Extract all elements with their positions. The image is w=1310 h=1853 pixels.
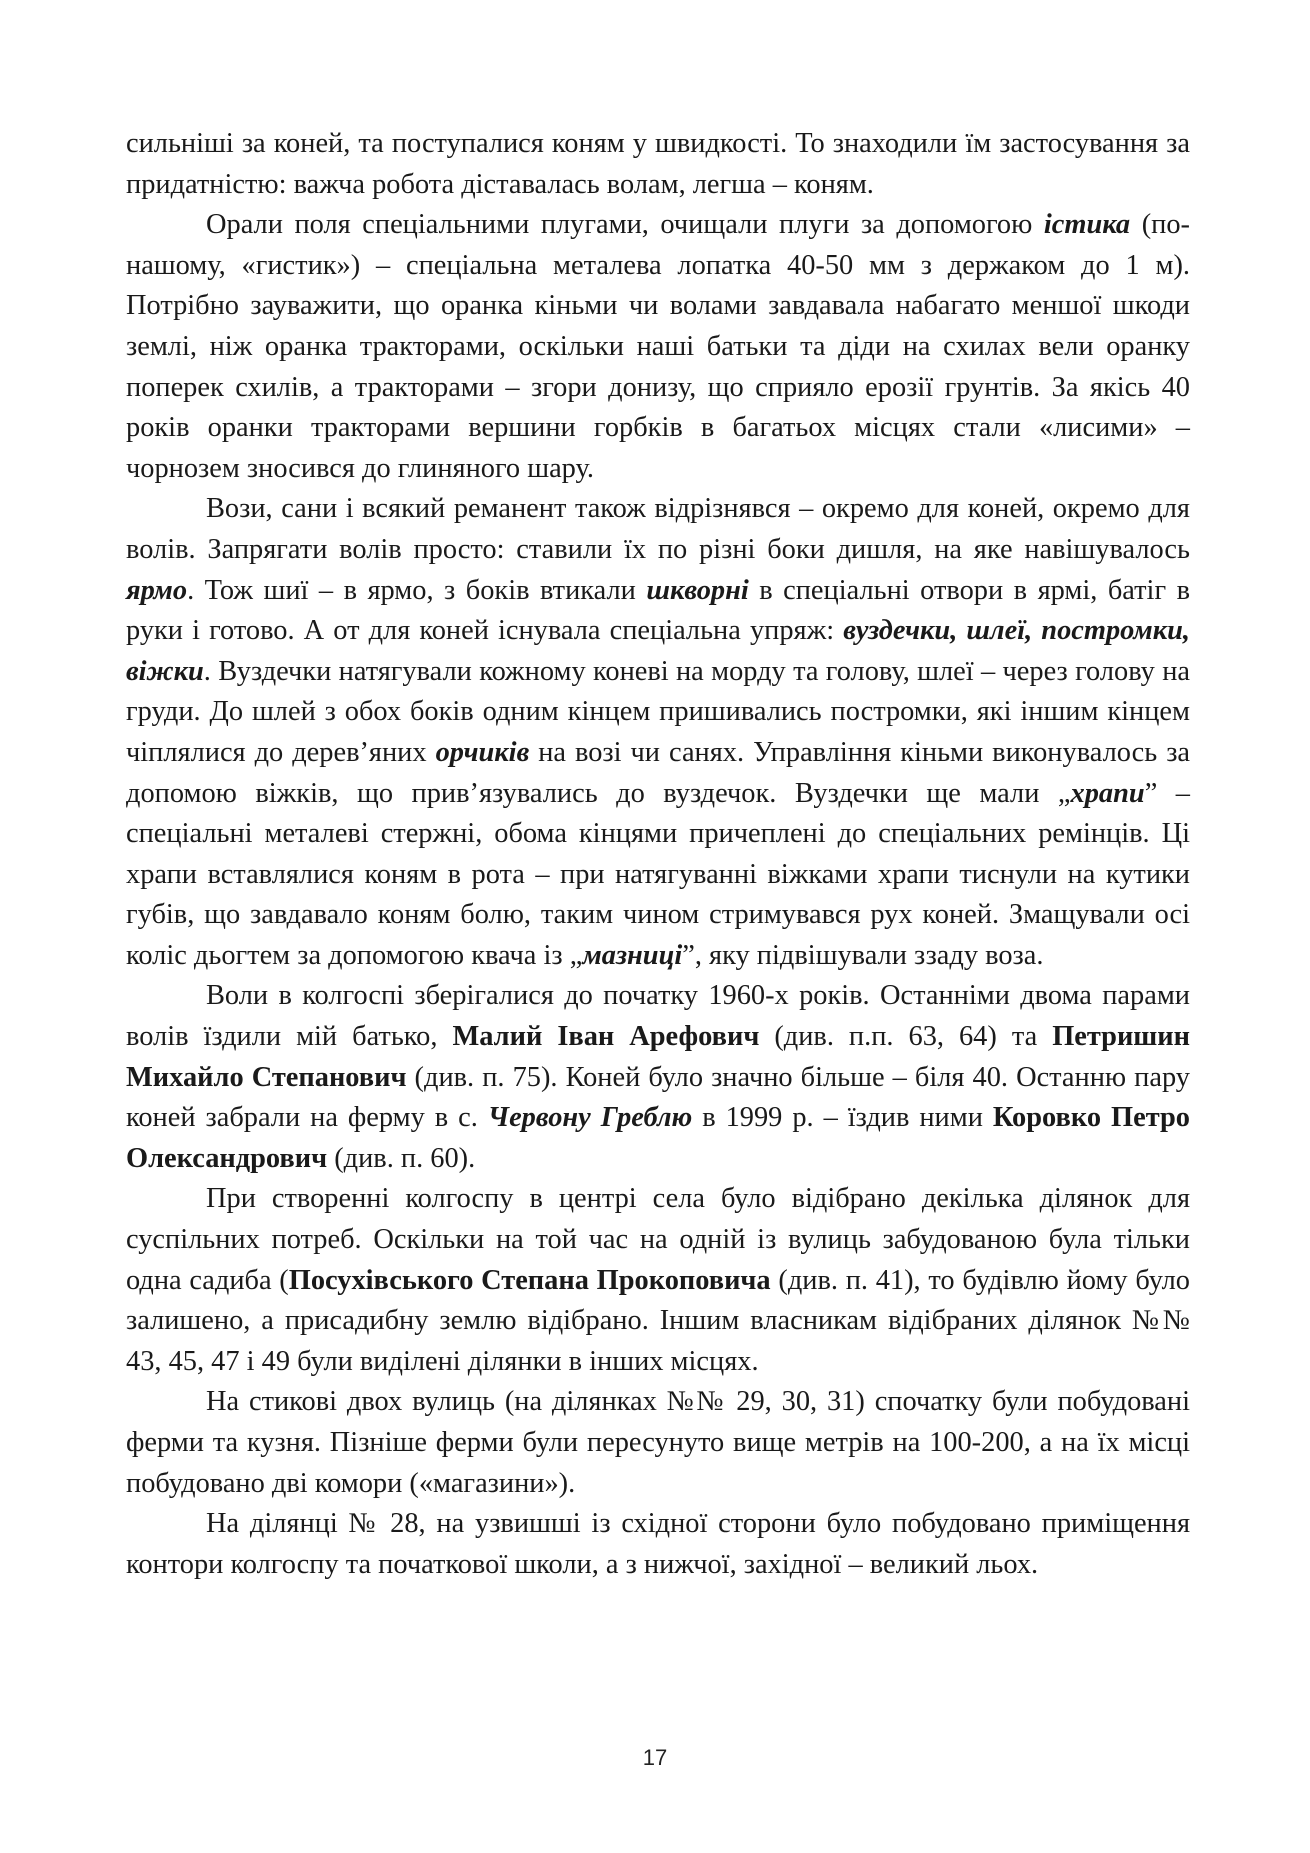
text-run: в спеціальні отвори в ярмі, батіг в руки і готово. А от для коней існувала спеціальна упряж: [126, 574, 1190, 647]
bold-italic-term: шкворні [646, 574, 749, 606]
bold-name: Малий Іван Арефович [452, 1021, 760, 1053]
paragraph [126, 205, 1190, 489]
text-run: на возі чи санях. Управління кіньми виконувалось за допомою віжків, що прив’язувались до вуздечок. Вуздечки ще мали „ [126, 736, 1191, 809]
paragraph [126, 1382, 1190, 1504]
bold-italic-term: істика [1043, 209, 1131, 241]
text-run: На ділянці № 28, на узвишші із східної сторони було побудовано приміщення контори колгоспу та початкової школи, а з нижчої, західної – великий льох. [126, 1508, 1190, 1580]
emphasis [1044, 209, 1130, 240]
text-run: ”, яку підвішували ззаду воза. [682, 939, 1044, 971]
text-run: . Вуздечки натягували кожному коневі на морду та голову, шлеї – через голову на груди. До шлей з обох боків одним кінцем пришивались постромки, які іншим кінцем чіплялися до дерев’яних [126, 655, 1190, 768]
bold-italic-term: вуздечки, шлеї, постромки, віжки [126, 615, 1190, 687]
paragraph [126, 976, 1190, 1179]
emphasis [646, 575, 748, 606]
emphasis [488, 1102, 692, 1133]
bold-name: Посухівського Степана Прокоповича [288, 1264, 771, 1296]
text-run: (див. п. 75). Коней було значно більше – біля 40. Останню пару коней забрали на ферму в с. [126, 1061, 1190, 1134]
bold-italic-term: Червону Греблю [487, 1102, 693, 1134]
bold-name: Коровко Петро Олександрович [126, 1102, 1190, 1174]
paragraph [126, 1179, 1190, 1382]
bold-italic-term: мазниці [582, 939, 683, 971]
bold-italic-term: ярмо [126, 574, 188, 606]
text-run: . Тож шиї – в ярмо, з боків втикали [187, 574, 647, 606]
text-run: (див. п. 60). [327, 1142, 476, 1174]
text-run: ” – спеціальні металеві стержні, обома кінцями причеплені до спеціальних ремінців. Ці храпи вставлялися коням в рота – при натягуванні віжками храпи тиснули на кутики губів, що завдавало коням болю, таким чином стримувався рух коней. Змащували осі коліс дьогтем за допомогою квача із „ [126, 777, 1190, 971]
emphasis [1071, 778, 1145, 809]
bold-name: Петришин Михайло Степанович [126, 1021, 1190, 1093]
page-number: 17 [642, 1745, 668, 1770]
emphasis [436, 737, 530, 768]
text-run: Вози, сани і всякий реманент також відрізнявся – окремо для коней, окремо для волів. Запрягати волів просто: ставили їх по різні боки дишля, на яке навішувалось [126, 493, 1190, 565]
paragraph [126, 489, 1190, 976]
text-run: Орали поля спеціальними плугами, очищали плуги за допомогою [206, 209, 1044, 241]
text-run: сильніші за коней, та поступалися коням у швидкості. То знаходили їм застосування за придатністю: важча робота діставалась волам, легша – коням. [126, 128, 1190, 200]
text-run: (див. п. 41), то будівлю йому було залишено, а присадибну землю відібрано. Іншим власникам відібраних ділянок №№ 43, 45, 47 і 49 були виділені ділянки в інших місцях. [126, 1264, 1190, 1377]
paragraph [126, 124, 1190, 205]
text-run: (по-нашому, «гистик») – спеціальна металева лопатка 40-50 мм з держаком до 1 м). Потрібно зауважити, що оранка кіньми чи волами завдавала набагато меншої шкоди землі, ніж оранка тракторами, оскільки наші батьки та діди на схилах вели оранку поперек схилів, а тракторами – згори донизу, що сприяло ерозії грунтів. За якісь 40 років оранки тракторами вершини горбків в багатьох місцях стали «лисими» – чорнозем зносився до глиняного шару. [126, 209, 1190, 484]
emphasis [126, 575, 187, 606]
text-run: в 1999 р. – їздив ними [692, 1102, 993, 1134]
text-run: На стикові двох вулиць (на ділянках №№ 29, 30, 31) спочатку були побудовані ферми та кузня. Пізніше ферми були пересунуто вище метрів на 100-200, а на їх місці побудовано дві комори («магазини»). [126, 1386, 1190, 1499]
page-body [126, 124, 1190, 1585]
bold-italic-term: храпи [1070, 777, 1145, 809]
text-run: При створенні колгоспу в центрі села було відібрано декілька ділянок для суспільних потреб. Оскільки на той час на одній із вулиць забудованою була тільки одна садиба ( [126, 1183, 1190, 1296]
bold-italic-term: орчиків [435, 736, 530, 768]
emphasis [582, 940, 682, 971]
text-run: (див. п.п. 63, 64) та [759, 1021, 1053, 1053]
paragraph [126, 1504, 1190, 1585]
text-run: Воли в колгоспі зберігалися до початку 1960-х років. Останніми двома парами волів їздили мій батько, [126, 980, 1190, 1053]
